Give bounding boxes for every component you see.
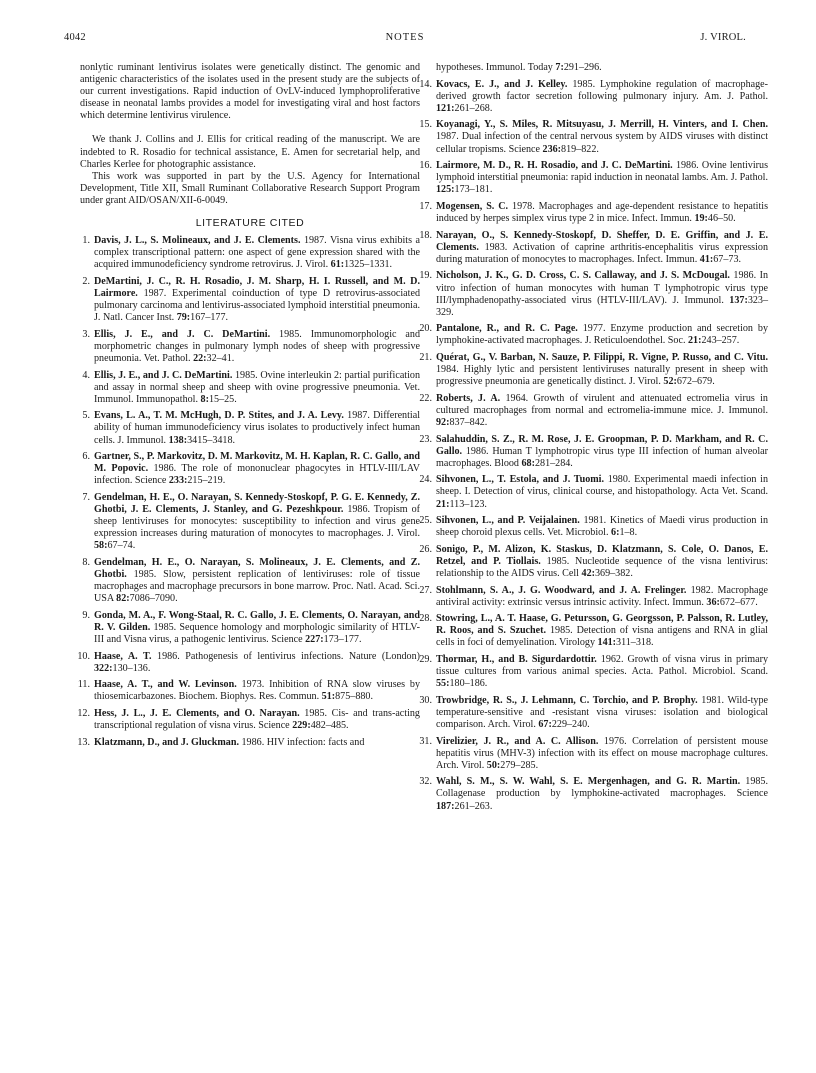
reference-volume: 138: [168,434,188,446]
reference-text: 1977. Enzyme production and secretion by lymphokine-activated macrophages. J. Reticuloendothel. Soc. [436,323,768,347]
reference-item [77,650,420,675]
reference-authors: Wahl, S. M., S. W. Wahl, S. E. Mergenhagen, and G. R. Martin. [436,776,741,788]
reference-volume: 68: [521,457,535,469]
reference-pages: 7086–7090. [129,593,178,605]
reference-number: 26. [419,543,432,555]
reference-authors: Kovacs, E. J., and J. Kelley. [436,78,568,90]
reference-text: 1985. Sequence homology and morphologic similarity of HTLV-III and Visna virus, a pathogenic lentivirus. Science [94,621,420,645]
reference-volume: 6: [611,527,620,539]
continuation-pages: 291–296. [563,62,602,73]
intro-paragraph: nonlytic ruminant lentivirus isolates were genetically distinct. The genomic and antigenic characteristics of the isolates used in the present study are the subjects of our current investigations. Rapid induction of OvLV-induced lymphoproliferative disease in neonatal lambs provides a model for investigating viral and host factors which determine lentivirus virulence. [80,62,420,122]
reference-authors: Roberts, J. A. [436,392,501,404]
reference-authors: Salahuddin, S. Z., R. M. Rose, J. E. Groopman, P. D. Markham, and R. C. Gallo. [436,433,768,457]
acknowledgment-paragraph: We thank J. Collins and J. Ellis for critical reading of the manuscript. We are indebted to R. Rosadio for technical assistance, E. Amen for secretarial help, and Charles Kerlee for photographic assistance. [80,134,420,170]
reference-text: 1984. Highly lytic and persistent lentiviruses naturally present in sheep with progressive pneumonia are genetically distinct. J. Virol. [436,364,768,388]
reference-number: 7. [82,491,90,503]
reference-item [419,323,768,347]
reference-authors: Haase, A. T. [94,650,152,662]
support-paragraph: This work was supported in part by the U.S. Agency for International Development, Title XII, Small Ruminant Collaborative Research Support Program under grant AID/OSAN/XII-6-0049. [80,170,420,206]
reference-number: 13. [77,736,90,748]
reference-text: 1985. Slow, persistent replication of lentiviruses: role of tissue macrophages and macrophage precursors in bone marrow. Proc. Natl. Acad. Sci. USA [94,568,420,605]
reference-authors: Gartner, S., P. Markovitz, D. M. Markovitz, M. H. Kaplan, R. C. Gallo, and M. Popovic. [94,451,420,475]
reference-number: 2. [82,275,90,287]
reference-pages: 67–73. [713,253,742,265]
reference-authors: Klatzmann, D., and J. Gluckman. [94,736,239,748]
reference-volume: 22: [193,352,207,364]
reference-item [419,351,768,388]
reference-text: 1985. Lymphokine regulation of macrophage-derived growth factor secretion following pulmonary injury. Am. J. Pathol. [436,78,768,102]
reference-authors: Koyanagi, Y., S. Miles, R. Mitsuyasu, J. Merrill, H. Vinters, and I. Chen. [436,119,768,131]
continuation-volume: 7: [555,62,564,73]
reference-pages: 3415–3418. [187,434,236,446]
reference-authors: Stohlmann, S. A., J. G. Woodward, and J. A. Frelinger. [436,584,687,596]
reference-text: 1981. Wild-type temperature-sensitive and -resistant visna viruses: isolation and biological comparison. Arch. Virol. [436,694,768,730]
reference-number: 10. [77,650,90,662]
reference-volume: 52: [663,376,677,388]
reference-pages: 837–842. [449,416,488,428]
reference-text: 1985. Cis- and trans-acting transcriptional regulation of visna virus. Science [94,707,420,731]
reference-authors: Narayan, O., S. Kennedy-Stoskopf, D. Sheffer, D. E. Griffin, and J. E. Clements. [436,229,768,253]
reference-text: 1987. Visna virus exhibits a complex transcriptional pattern: one aspect of gene expression shared with the acquired immunodeficiency syndrome retrovirus. J. Virol. [94,235,420,271]
reference-pages: 15–25. [208,393,237,405]
reference-item [80,451,420,487]
reference-text: 1985. Immunomorphologic and morphometric changes in pulmonary lymph nodes of sheep with progressive pneumonia. Vet. Pathol. [94,328,420,364]
reference-pages: 167–177. [190,312,229,324]
reference-text: 1987. Experimental coinduction of type D retrovirus-associated pulmonary carcinoma and lentivirus-associated lymphoid interstitial pneumonia. J. Natl. Cancer Inst. [94,288,420,324]
reference-item [80,410,420,446]
reference-item [419,735,768,772]
reference-pages: 173–181. [454,184,493,196]
reference-volume: 19: [694,213,708,225]
reference-item [419,694,768,731]
reference-pages: 215–219. [187,475,226,487]
reference-volume: 51: [321,691,336,703]
reference-item [419,776,768,812]
reference-number: 6. [82,451,90,463]
reference-pages: 323–329. [436,294,768,318]
reference-item [419,584,769,609]
reference-number: 23. [419,433,432,445]
reference-number: 22. [419,392,432,404]
left-column [77,62,421,753]
reference-text: 1973. Inhibition of RNA slow viruses by thiosemicarbazones. Biochem. Biophys. Res. Commun. [94,679,420,703]
reference-item [419,392,768,429]
reference-number: 16. [419,160,432,172]
reference-authors: Evans, L. A., T. M. McHugh, D. P. Stites, and J. A. Levy. [94,410,344,422]
reference-pages: 67–74. [107,540,136,552]
reference-authors: Gendelman, H. E., O. Narayan, S. Kennedy-Stoskopf, P. G. E. Kennedy, Z. Ghotbi, J. E. Clements, J. Stanley, and G. Pezeshkpour. [94,491,420,515]
reference-text: 1982. Macrophage antiviral activity: extrinsic versus intrinsic activity. Infect. Immun. [436,584,769,608]
reference-pages: 482–485. [310,720,349,731]
reference-number: 11. [77,679,90,691]
reference-item [419,78,768,115]
reference-list-left [77,235,421,749]
reference-volume: 50: [486,759,501,771]
reference-text: 1983. Activation of caprine arthritis-encephalitis virus expression during maturation of monocytes to macrophages. Infect. Immun. [436,241,768,265]
reference-number: 27. [419,584,432,596]
reference-authors: Quérat, G., V. Barban, N. Sauze, P. Filippi, R. Vigne, P. Russo, and C. Vitu. [436,351,768,363]
reference-volume: 137: [729,294,748,306]
reference-text: 1962. Growth of visna virus in primary tissue cultures from various animal species. Acta. Pathol. Microbiol. Scand. [436,654,769,678]
reference-authors: Hess, J. L., J. E. Clements, and O. Narayan. [94,707,300,719]
literature-cited-heading: LITERATURE CITED [195,217,305,230]
reference-volume: 79: [176,312,191,324]
reference-number: 29. [419,654,432,666]
reference-number: 32. [419,776,432,788]
reference-text: 1985. Detection of visna antigens and RNA in glial cells in foci of demyelination. Virology [436,625,768,649]
reference-number: 15. [419,119,432,131]
reference-pages: 369–382. [594,567,633,579]
reference-text: 1987. Differential ability of human immunodeficiency virus isolates to productively infect human cells. J. Immunol. [94,410,420,446]
reference-volume: 125: [436,184,455,196]
reference-pages: 1–8. [619,527,638,539]
reference-number: 3. [82,328,90,340]
reference-number: 1. [82,235,90,247]
reference-number: 12. [77,707,90,719]
reference-text: 1981. Kinetics of Maedi virus production in sheep choroid plexus cells. Vet. Microbiol. [436,515,768,539]
reference-volume: 55: [436,678,450,690]
reference-item [80,370,420,406]
reference-list-right [419,78,769,813]
reference-text: 1985. Ovine interleukin 2: partial purification and assay in normal sheep and sheep with ovine progressive pneumonia. Vet. Immunol. Immunopathol. [94,369,420,405]
reference-text: 1986. Pathogenesis of lentivirus infections. Nature (London) [151,650,420,662]
reference-number: 28. [419,613,432,625]
reference-volume: 322: [94,662,113,674]
reference-pages: 1325–1331. [344,259,393,271]
right-column [419,62,769,817]
reference-text: 1986. Ovine lentivirus lymphoid interstitial pneumonia: rapid induction in neonatal lambs. Am. J. Pathol. [436,160,768,184]
reference-item [77,707,420,732]
reference-authors: Gonda, M. A., F. Wong-Staal, R. C. Gallo, J. E. Clements, O. Narayan, and R. V. Gilden. [94,609,420,633]
reference-text: 1986. The role of mononuclear phagocytes in HTLV-III/LAV infection. Science [94,463,420,487]
reference-item [80,276,420,324]
reference-text: 1986. Human T lymphotropic virus type III infection of human alveolar macrophages. Blood [436,445,768,469]
reference-pages: 261–263. [454,800,493,812]
reference-authors: Stowring, L., A. T. Haase, G. Petursson, G. Georgsson, P. Palsson, R. Lutley, R. Roos, and S. Szuchet. [436,613,768,637]
reference-volume: 187: [436,800,455,812]
reference-number: 4. [82,369,90,381]
reference-authors: Davis, J. L., S. Molineaux, and J. E. Clements. [94,235,301,247]
reference-volume: 8: [200,393,209,405]
reference-number: 8. [82,556,90,568]
reference-text: 1980. Experimental maedi infection in sheep. I. Detection of virus, clinical course, and histopathology. Acta Vet. Scand. [436,474,768,498]
reference-continuation [422,62,768,74]
reference-volume: 58: [94,540,108,552]
continuation-text: hypotheses. Immunol. Today [436,62,556,73]
reference-number: 30. [419,694,432,706]
journal-name: J. VIROL. [700,32,746,43]
reference-volume: 41: [699,253,714,265]
reference-volume: 61: [330,259,345,271]
reference-pages: 46–50. [707,213,736,225]
reference-volume: 233: [168,475,188,487]
reference-text: 1987. Dual infection of the central nervous system by AIDS viruses with distinct cellular tropisms. Science [436,131,768,155]
reference-number: 24. [419,474,432,486]
reference-volume: 141: [597,637,617,649]
reference-volume: 42: [581,567,595,579]
reference-item [419,543,768,580]
reference-pages: 229–240. [551,719,590,730]
reference-volume: 82: [116,593,130,605]
reference-pages: 243–257. [701,335,740,347]
reference-item [80,329,420,365]
reference-text: 1986. Tropism of sheep lentiviruses for monocytes: susceptibility to infection and virus gene expression increases during maturation of monocytes to macrophages. J. Virol. [94,504,421,540]
reference-pages: 261–268. [454,102,493,114]
reference-number: 5. [82,410,90,422]
reference-pages: 311–318. [616,637,654,649]
reference-pages: 819–822. [561,143,599,155]
reference-number: 9. [82,609,90,621]
reference-text: 1985. Collagenase production by lymphokine-activated macrophages. Science [436,776,768,800]
reference-volume: 229: [292,720,311,731]
reference-text: 1978. Macrophages and age-dependent resistance to hepatitis induced by herpes simplex virus type 2 in mice. Infect. Immun. [436,200,768,225]
reference-item [419,613,768,649]
page-number: 4042 [64,32,86,43]
reference-authors: Trowbridge, R. S., J. Lehmann, C. Torchio, and P. Brophy. [436,694,698,706]
reference-pages: 281–284. [534,457,573,469]
reference-text: 1985. Nucleotide sequence of the visna lentivirus: relationship to the AIDS virus. Cell [436,555,768,579]
reference-number: 20. [419,323,432,335]
reference-pages: 180–186. [449,678,488,690]
reference-item [419,119,768,155]
reference-pages: 130–136. [112,662,151,674]
reference-item [80,610,420,646]
reference-pages: 32–41. [206,352,235,364]
reference-text: 1986. HIV infection: facts and [238,736,365,748]
reference-item [80,235,420,271]
reference-authors: Ellis, J. E., and J. C. DeMartini. [94,369,233,381]
reference-authors: Lairmore, M. D., R. H. Rosadio, and J. C. DeMartini. [436,160,673,172]
reference-authors: Mogensen, S. C. [436,200,509,212]
reference-authors: Ellis, J. E., and J. C. DeMartini. [94,328,271,340]
reference-number: 21. [419,351,432,363]
reference-volume: 236: [542,143,562,155]
reference-item [77,679,420,703]
reference-authors: Thormar, H., and B. Sigurdardottir. [436,654,597,666]
reference-volume: 227: [305,633,324,645]
reference-volume: 21: [436,498,450,510]
reference-authors: Virelizier, J. R., and A. C. Allison. [436,735,599,747]
reference-item [419,160,768,196]
reference-text: 1964. Growth of virulent and attenuated ectromelia virus in cultured macrophages from normal and ectromelia-immune mice. J. Immunol. [436,392,768,416]
running-header [64,32,746,48]
reference-item [419,515,768,539]
reference-volume: 21: [688,335,702,347]
reference-item [419,229,768,266]
reference-pages: 173–177. [323,633,362,645]
reference-authors: Haase, A. T., and W. Levinson. [94,679,237,691]
reference-number: 18. [419,229,432,241]
reference-pages: 875–880. [335,691,373,703]
reference-authors: Sihvonen, L., T. Estola, and J. Tuomi. [436,474,604,486]
reference-item [77,736,420,749]
reference-text: 1986. In vitro infection of human monocytes with human T lymphotropic virus type III/lymphadenopathy-associated virus (HTLV-III/LAV). J. Immunol. [436,270,768,306]
section-title: NOTES [385,32,425,43]
reference-number: 31. [419,735,432,747]
reference-number: 14. [419,78,432,90]
reference-volume: 92: [436,416,450,428]
reference-authors: Sonigo, P., M. Alizon, K. Staskus, D. Klatzmann, S. Cole, O. Danos, E. Retzel, and P. Tiollais. [436,543,768,567]
reference-pages: 279–285. [500,759,539,771]
reference-item [419,433,768,470]
reference-text: 1976. Correlation of persistent mouse hepatitis virus (MHV-3) infection with its effect on mouse macrophage cultures. Arch. Virol. [436,735,768,771]
reference-pages: 672–677. [719,596,758,608]
reference-item [419,200,768,225]
reference-item [80,492,420,552]
reference-item [419,474,768,510]
reference-pages: 113–123. [449,498,487,510]
reference-authors: Pantalone, R., and R. C. Page. [436,323,578,335]
reference-authors: Nicholson, J. K., G. D. Cross, C. S. Callaway, and J. S. McDougal. [436,270,730,282]
reference-authors: DeMartini, J. C., R. H. Rosadio, J. M. Sharp, H. I. Russell, and M. D. Lairmore. [94,275,420,299]
reference-volume: 36: [706,596,720,608]
reference-item [419,654,769,690]
reference-number: 19. [419,270,432,282]
reference-authors: Gendelman, H. E., O. Narayan, S. Molineaux, J. E. Clements, and Z. Ghotbi. [94,556,420,580]
reference-volume: 121: [436,102,455,114]
reference-volume: 67: [538,719,552,730]
reference-number: 17. [419,200,432,212]
reference-item [80,557,420,605]
reference-pages: 672–679. [676,376,715,388]
reference-item [419,270,768,318]
reference-authors: Sihvonen, L., and P. Veijalainen. [436,515,580,527]
reference-number: 25. [419,515,432,527]
